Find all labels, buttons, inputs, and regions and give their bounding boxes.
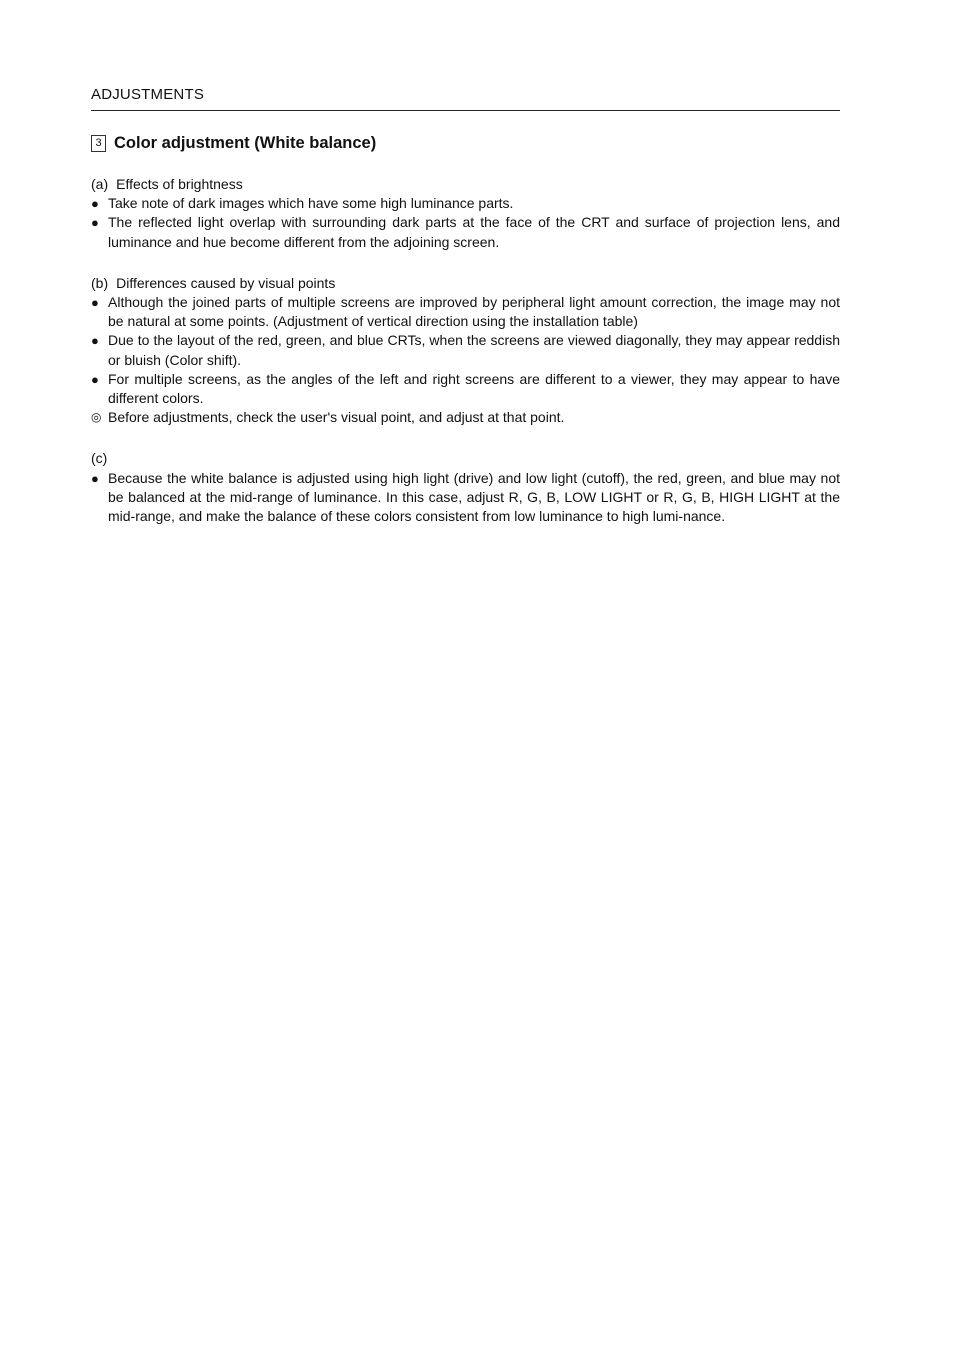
subheading-b	[91, 274, 840, 293]
document-page	[91, 86, 840, 526]
block-b	[91, 274, 840, 428]
subheading-text: Differences caused by visual points	[116, 274, 336, 291]
section-number-box: 3	[91, 135, 106, 152]
list-item	[91, 293, 840, 331]
list-item	[91, 331, 840, 369]
subheading-c	[91, 449, 840, 468]
note-icon: ◎	[91, 410, 102, 425]
bullet-icon: ●	[91, 333, 99, 349]
note-item	[91, 408, 840, 427]
list-item	[91, 213, 840, 251]
list-item-text: Take note of dark images which have some high luminance parts.	[108, 195, 514, 212]
list-item-text: Because the white balance is adjusted using high light (drive) and low light (cutoff), the red, green, and blue may not be balanced at the mid-range of luminance. In this case, adjust R, G, B, LOW LIGHT or R, G, B, HIGH LIGHT at the mid-range, and make the balance of these colors consistent from low luminance to high lumi-nance.	[108, 469, 840, 525]
list-item	[91, 370, 840, 408]
list-item	[91, 469, 840, 527]
subheading-tag: (c)	[91, 450, 108, 467]
note-text: Before adjustments, check the user's visual point, and adjust at that point.	[108, 409, 565, 426]
subheading-tag: (b)	[91, 274, 109, 291]
block-c	[91, 449, 840, 526]
subheading-text: Effects of brightness	[116, 176, 243, 192]
list-item-text: The reflected light overlap with surrounding dark parts at the face of the CRT and surface of projection lens, and luminance and hue become different from the adjoining screen.	[108, 214, 840, 250]
list-item	[91, 194, 840, 213]
bullet-icon: ●	[91, 371, 99, 387]
subheading-a	[91, 175, 840, 194]
section-title-text: Color adjustment (White balance)	[114, 134, 377, 152]
block-a	[91, 175, 840, 252]
bullet-icon: ●	[91, 215, 99, 231]
bullet-icon: ●	[91, 295, 99, 311]
bullet-icon: ●	[91, 470, 99, 486]
bullet-icon: ●	[91, 196, 99, 212]
section-title	[91, 133, 840, 153]
list-item-text: Although the joined parts of multiple screens are improved by peripheral light amount correction, the image may not be natural at some points. (Adjustment of vertical direction using the installation table)	[108, 294, 840, 330]
list-item-text: For multiple screens, as the angles of the left and right screens are different to a viewer, they may appear to have different colors.	[108, 370, 840, 407]
running-header: ADJUSTMENTS	[91, 86, 840, 111]
list-item-text: Due to the layout of the red, green, and blue CRTs, when the screens are viewed diagonally, they may appear reddish or bluish (Color shift).	[108, 332, 840, 368]
subheading-tag: (a)	[91, 176, 109, 192]
